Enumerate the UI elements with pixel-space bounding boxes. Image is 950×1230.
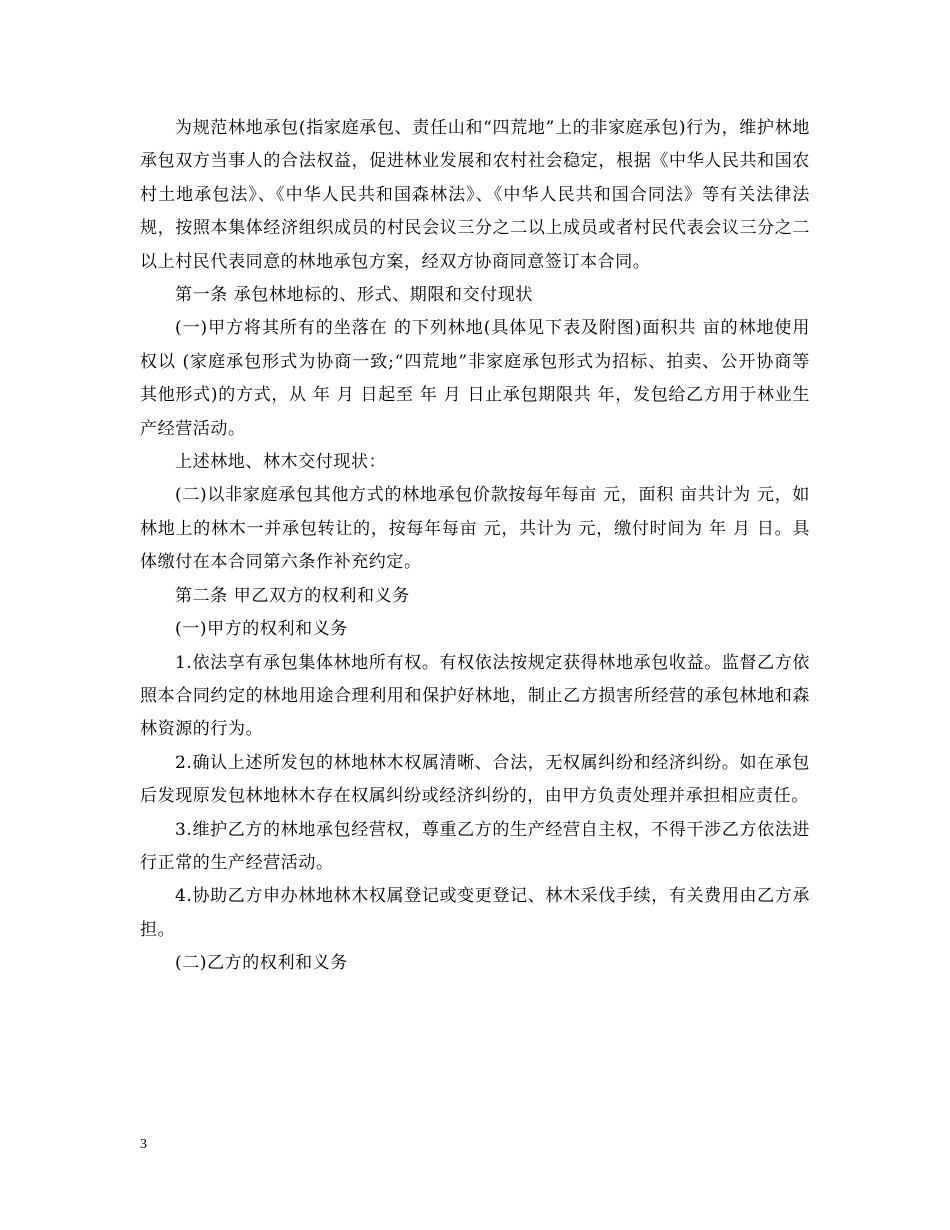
party-a-rights-heading: (一)甲方的权利和义务 [175, 619, 348, 640]
article-1-heading: 第一条 承包林地标的、形式、期限和交付现状 [175, 285, 534, 306]
preamble-paragraph: 为规范林地承包(指家庭承包、责任山和“四荒地”上的非家庭承包)行为，维护林地承包双方当事人的合法权益，促进林业发展和农村社会稳定，根据《中华人民共和国农村土地承包法》、《中华人民共和国森林法》、《中华人民共和国合同法》等有关法律法规，按照本集体经济组织成员的村民会议三分之二以上成员或者村民代表会议三分之二以上村民代表同意的林地承包方案，经双方协商同意签订本合同。 [140, 118, 810, 272]
page-number: 3 [140, 1137, 147, 1152]
article-2-heading: 第二条 甲乙双方的权利和义务 [175, 585, 410, 606]
party-b-rights-heading: (二)乙方的权利和义务 [175, 953, 348, 974]
article-1-clause-1: (一)甲方将其所有的坐落在 的下列林地(具体见下表及附图)面积共 亩的林地使用权以 (家庭承包形式为协商一致;“四荒地”非家庭承包形式为招标、拍卖、公开协商等其他形式)的方式，从 年 月 日起至 年 月 日止承包期限共 年，发包给乙方用于林业生产经营活动。 [140, 318, 810, 439]
article-1-clause-2: (二)以非家庭承包其他方式的林地承包价款按每年每亩 元，面积 亩共计为 元，如林地上的林木一并承包转让的，按每年每亩 元，共计为 元，缴付时间为 年 月 日。具体缴付在本合同第六条作补充约定。 [140, 485, 810, 573]
party-a-item-3: 3.维护乙方的林地承包经营权，尊重乙方的生产经营自主权，不得干涉乙方依法进行正常的生产经营活动。 [140, 819, 810, 873]
document-body [140, 112, 810, 981]
party-a-item-2: 2.确认上述所发包的林地林木权属清晰、合法，无权属纠纷和经济纠纷。如在承包后发现原发包林地林木存在权属纠纷或经济纠纷的，由甲方负责处理并承担相应责任。 [140, 752, 810, 807]
party-a-item-1: 1.依法享有承包集体林地所有权。有权依法按规定获得林地承包收益。监督乙方依照本合同约定的林地用途合理利用和保护好林地，制止乙方损害所经营的承包林地和森林资源的行为。 [140, 652, 810, 740]
handover-status-line: 上述林地、林木交付现状： [175, 452, 387, 473]
party-a-item-4: 4.协助乙方申办林地林木权属登记或变更登记、林木采伐手续，有关费用由乙方承担。 [140, 886, 810, 940]
